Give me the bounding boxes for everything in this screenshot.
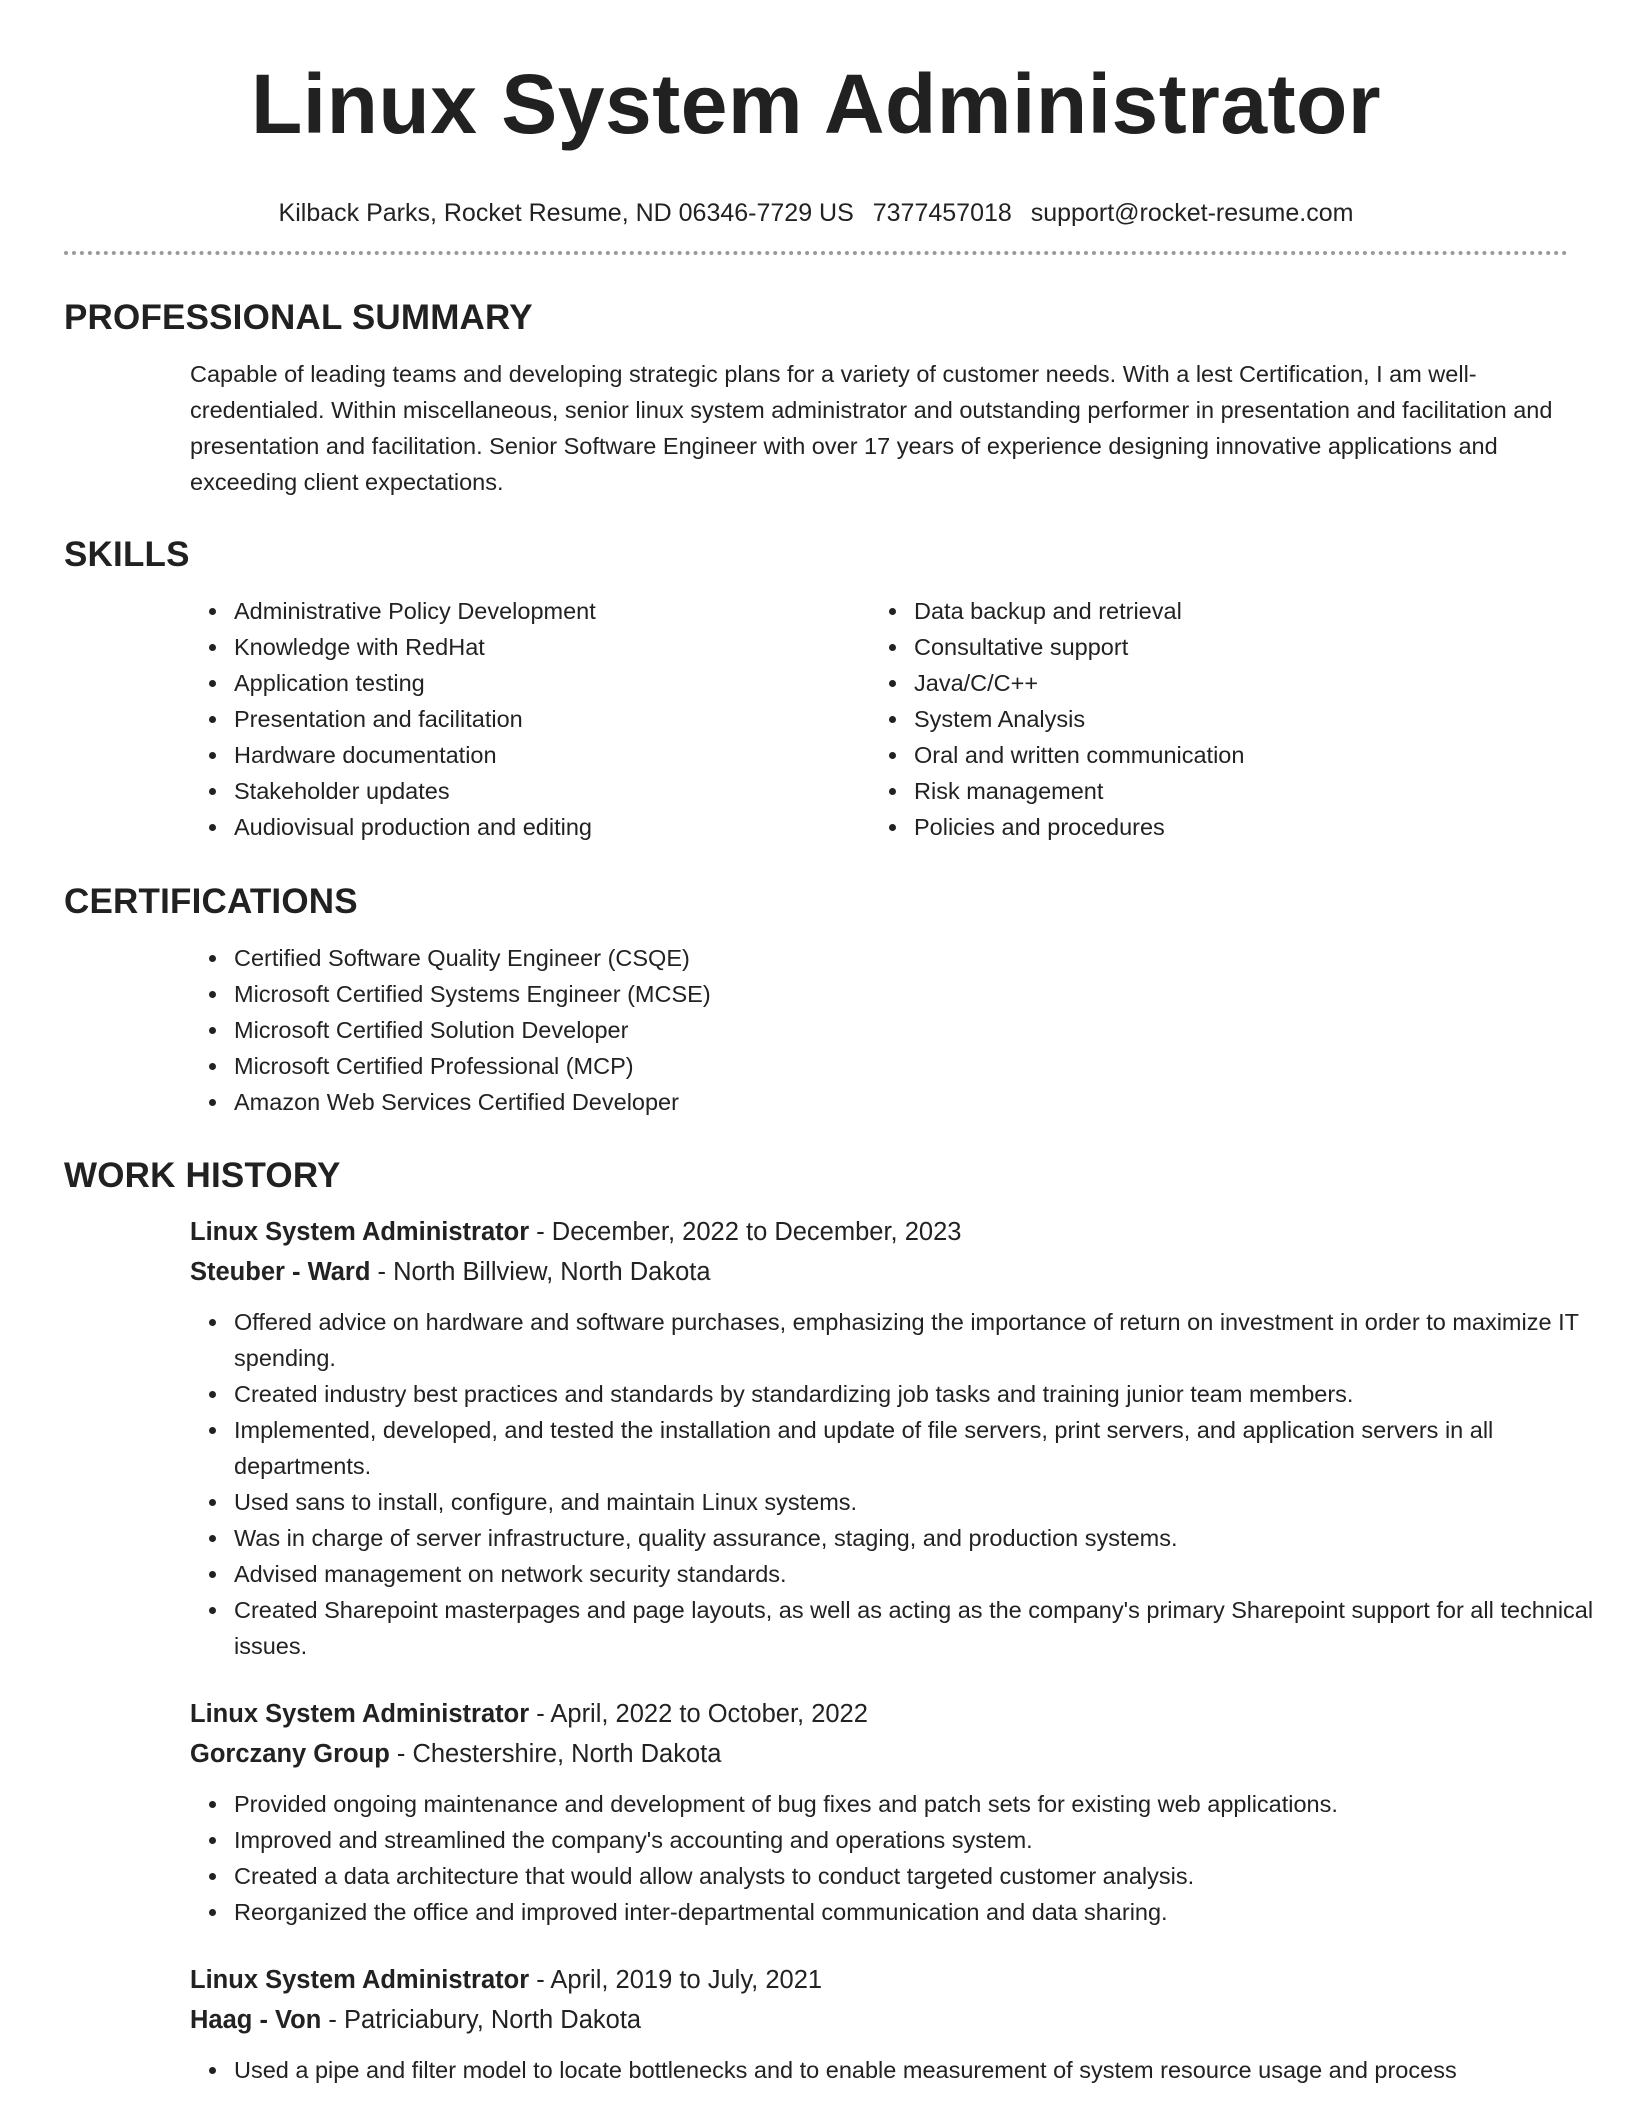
job-dates: - December, 2022 to December, 2023: [529, 1218, 962, 1246]
job-company: Haag - Von: [190, 2006, 322, 2034]
job-entry: [190, 1960, 1568, 2088]
job-title-line: [190, 1212, 1568, 1252]
job-title: Linux System Administrator: [190, 1700, 530, 1728]
skill-item: Data backup and retrieval: [870, 593, 1550, 629]
job-title-line: [190, 1960, 1568, 2000]
skill-item: Administrative Policy Development: [190, 593, 870, 629]
work-history-section: [64, 1154, 1594, 2088]
work-history-heading: WORK HISTORY: [64, 1156, 341, 1195]
skill-item: Presentation and facilitation: [190, 701, 870, 737]
job-location: - Patriciabury, North Dakota: [321, 2006, 642, 2034]
job-company-line: [190, 1252, 1568, 1292]
job-bullet: Created Sharepoint masterpages and page layouts, as well as acting as the company's primary Sharepoint support for all technical issues.: [190, 1592, 1614, 1664]
skills-section: [64, 533, 1568, 845]
job-title: Linux System Administrator: [190, 1218, 530, 1246]
certifications-section: [64, 880, 1568, 1120]
job-bullet: Offered advice on hardware and software purchases, emphasizing the importance of return on investment in order to maximize IT spending.: [190, 1304, 1614, 1376]
job-dates: - April, 2019 to July, 2021: [529, 1966, 823, 1994]
certification-item: Microsoft Certified Systems Engineer (MCSE): [190, 976, 1568, 1012]
job-title-line: [190, 1694, 1568, 1734]
job-company-line: [190, 2000, 1568, 2040]
skill-item: Audiovisual production and editing: [190, 809, 870, 845]
summary-text: Capable of leading teams and developing strategic plans for a variety of customer needs. With a lest Certification, I am well-credentialed. Within miscellaneous, senior linux system administrator and outstanding performer in presentation and facilitation and presentation and facilitation. Senior Software Engineer with over 17 years of experience designing innovative applications and exceeding client expectations.: [190, 361, 1553, 495]
job-bullet: Provided ongoing maintenance and development of bug fixes and patch sets for existing web applications.: [190, 1786, 1614, 1822]
certifications-heading: CERTIFICATIONS: [64, 882, 358, 921]
contact-email: support@rocket-resume.com: [1030, 199, 1354, 227]
certification-item: Microsoft Certified Solution Developer: [190, 1012, 1568, 1048]
job-company: Gorczany Group: [190, 1740, 390, 1768]
contact-line: [0, 196, 1632, 230]
job-entry: [190, 1212, 1594, 1664]
contact-phone: 7377457018: [872, 199, 1012, 227]
job-title: Linux System Administrator: [190, 1966, 530, 1994]
skill-item: Consultative support: [870, 629, 1550, 665]
skill-item: Policies and procedures: [870, 809, 1550, 845]
skills-list-left: [190, 593, 870, 845]
job-dates: - April, 2022 to October, 2022: [529, 1700, 868, 1728]
job-bullets: [190, 1786, 1632, 1930]
job-bullet: Advised management on network security standards.: [190, 1556, 1614, 1592]
job-bullet: Used a pipe and filter model to locate bottlenecks and to enable measurement of system resource usage and process: [190, 2052, 1614, 2088]
skill-item: Knowledge with RedHat: [190, 629, 870, 665]
job-bullet: Created industry best practices and standards by standardizing job tasks and training junior team members.: [190, 1376, 1614, 1412]
job-company: Steuber - Ward: [190, 1258, 371, 1286]
job-bullet: Created a data architecture that would allow analysts to conduct targeted customer analysis.: [190, 1858, 1614, 1894]
candidate-name: Linux System Administrator: [250, 57, 1382, 151]
certification-item: Certified Software Quality Engineer (CSQE): [190, 940, 1568, 976]
contact-address: Kilback Parks, Rocket Resume, ND 06346-7729 US: [278, 199, 854, 227]
job-bullet: Implemented, developed, and tested the installation and update of file servers, print servers, and application servers in all departments.: [190, 1412, 1614, 1484]
job-bullet: Used sans to install, configure, and maintain Linux systems.: [190, 1484, 1614, 1520]
summary-heading: PROFESSIONAL SUMMARY: [64, 298, 533, 337]
header-divider: [64, 251, 1568, 255]
skill-item: Stakeholder updates: [190, 773, 870, 809]
skill-item: Java/C/C++: [870, 665, 1550, 701]
certification-item: Amazon Web Services Certified Developer: [190, 1084, 1568, 1120]
job-company-line: [190, 1734, 1568, 1774]
certifications-list: [190, 940, 1568, 1120]
skill-item: Application testing: [190, 665, 870, 701]
skill-item: Risk management: [870, 773, 1550, 809]
job-bullet: Was in charge of server infrastructure, quality assurance, staging, and production systems.: [190, 1520, 1614, 1556]
job-bullets: [190, 1304, 1632, 1664]
job-bullet: Improved and streamlined the company's accounting and operations system.: [190, 1822, 1614, 1858]
skill-item: System Analysis: [870, 701, 1550, 737]
job-bullet: Reorganized the office and improved inter-departmental communication and data sharing.: [190, 1894, 1614, 1930]
summary-section: [64, 296, 1568, 500]
resume-header: [0, 0, 1632, 230]
job-bullets: [190, 2052, 1632, 2088]
skill-item: Hardware documentation: [190, 737, 870, 773]
job-entry: [190, 1694, 1568, 1930]
skill-item: Oral and written communication: [870, 737, 1550, 773]
job-location: - North Billview, North Dakota: [370, 1258, 711, 1286]
job-location: - Chestershire, North Dakota: [389, 1740, 722, 1768]
certification-item: Microsoft Certified Professional (MCP): [190, 1048, 1568, 1084]
skills-list-right: [870, 593, 1550, 845]
skills-heading: SKILLS: [64, 535, 190, 574]
